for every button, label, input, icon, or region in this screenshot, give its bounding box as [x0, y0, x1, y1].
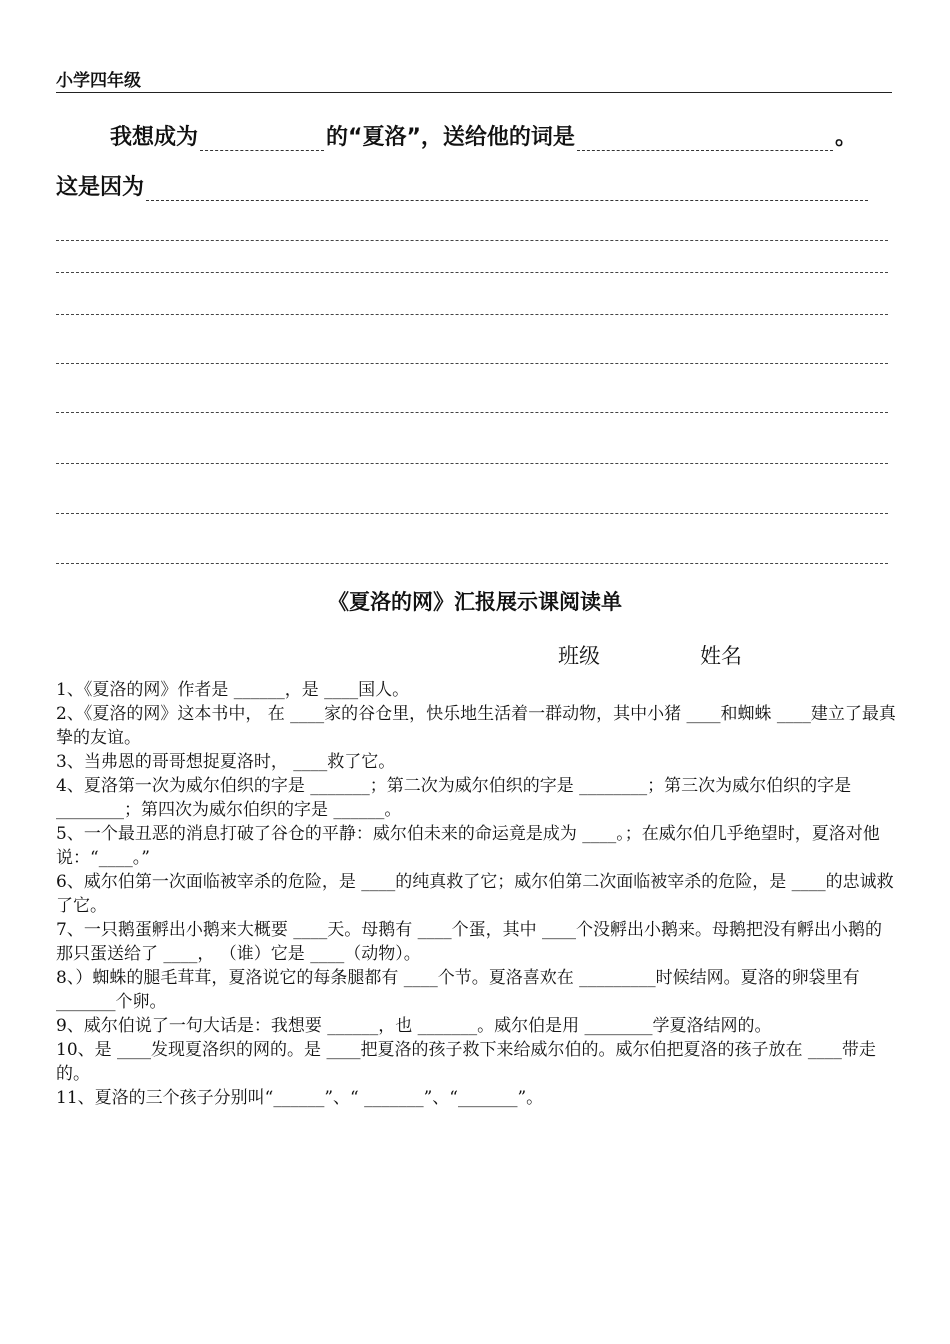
answer-line-7[interactable] — [56, 513, 888, 514]
because-blank[interactable] — [146, 178, 868, 201]
wish-blank-1[interactable] — [200, 128, 324, 151]
question-3: 3、当弗恩的哥哥想捉夏洛时， ____救了它。 — [56, 752, 396, 772]
question-1: 1、《夏洛的网》作者是 ______，是 ____国人。 — [56, 680, 410, 700]
question-10: 10、是 ____发现夏洛织的网的。是 ____把夏洛的孩子救下来给威尔伯的。威尔伯把夏洛的孩子放在 ____带走的。 — [56, 1040, 876, 1084]
question-11: 11、夏洛的三个孩子分别叫“______”、“ _______”、“_______”。 — [56, 1088, 544, 1108]
because-line — [56, 170, 870, 201]
question-5: 5、一个最丑恶的消息打破了谷仓的平静：威尔伯未来的命运竟是成为 ____。；在威尔伯几乎绝望时，夏洛对他说：“____。” — [56, 824, 880, 868]
wish-line — [110, 120, 857, 151]
wish-blank-2[interactable] — [577, 128, 833, 151]
wish-prefix: 我想成为 — [110, 125, 199, 150]
page-header — [56, 66, 892, 93]
question-list — [56, 678, 896, 1110]
answer-line-6[interactable] — [56, 463, 888, 464]
answer-line-2[interactable] — [56, 272, 888, 273]
answer-line-3[interactable] — [56, 314, 888, 315]
answer-line-1[interactable] — [56, 240, 888, 241]
answer-line-8[interactable] — [56, 563, 888, 564]
wish-end: 。 — [834, 125, 857, 150]
grade-label: 小学四年级 — [56, 71, 141, 91]
question-8: 8、）蜘蛛的腿毛茸茸，夏洛说它的每条腿都有 ____个节。夏洛喜欢在 _________时候结网。夏洛的卵袋里有 _______个卵。 — [56, 968, 860, 1012]
question-4: 4、夏洛第一次为威尔伯织的字是 _______；第二次为威尔伯织的字是 ________；第三次为威尔伯织的字是 ________；第四次为威尔伯织的字是 ______。 — [56, 776, 852, 820]
because-label: 这是因为 — [56, 175, 145, 200]
question-2: 2、《夏洛的网》这本书中， 在 ____家的谷仓里，快乐地生活着一群动物，其中小猪 ____和蜘蛛 ____建立了最真挚的友谊。 — [56, 704, 896, 748]
question-6: 6、威尔伯第一次面临被宰杀的危险，是 ____的纯真救了它；威尔伯第二次面临被宰杀的危险，是 ____的忠诚救了它。 — [56, 872, 894, 916]
question-7: 7、一只鹅蛋孵出小鹅来大概要 ____天。母鹅有 ____个蛋，其中 ____个没孵出小鹅来。母鹅把没有孵出小鹅的那只蛋送给了 ____， （谁）它是 ____（动物）。 — [56, 920, 883, 964]
class-label: 班级 — [558, 644, 600, 668]
worksheet-title: 《夏洛的网》汇报展示课阅读单 — [328, 590, 622, 614]
name-label: 姓名 — [700, 644, 742, 668]
wish-middle: 的“夏洛”，送给他的词是 — [326, 125, 575, 150]
answer-line-4[interactable] — [56, 363, 888, 364]
question-9: 9、威尔伯说了一句大话是：我想要 ______，也 _______。威尔伯是用 ________学夏洛结网的。 — [56, 1016, 772, 1036]
answer-line-5[interactable] — [56, 412, 888, 413]
